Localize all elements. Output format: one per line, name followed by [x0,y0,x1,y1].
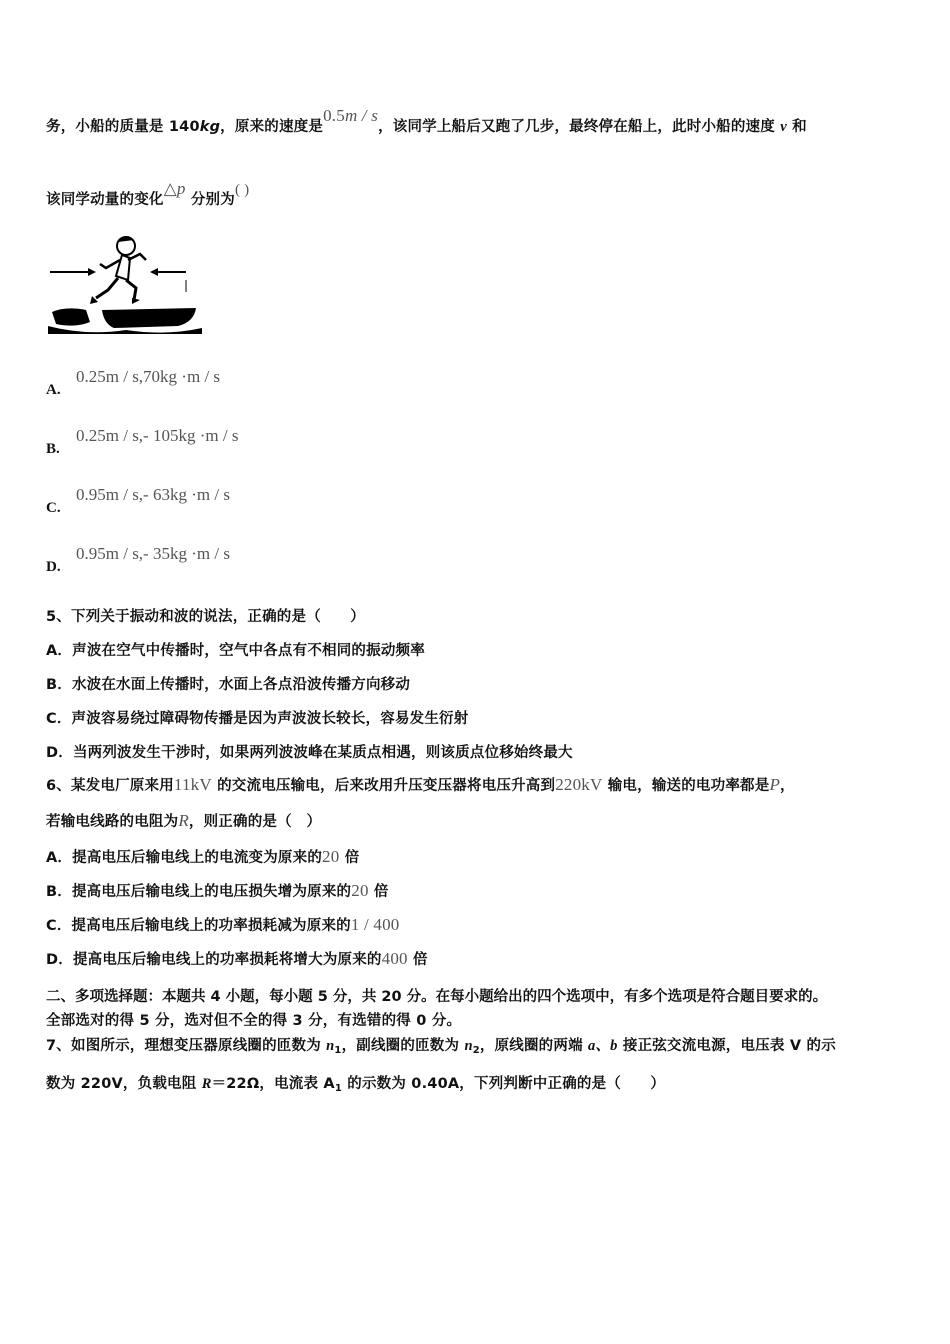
q4-line-2 [46,179,250,209]
q6-option-c [46,914,399,935]
q6-option-a-tail: 倍 [344,850,360,866]
q7-line2-text-b: ＝22Ω，电流表 A [211,1076,335,1092]
q6-option-b-tail: 倍 [373,884,389,900]
q4-text-c: ，该同学上船后又跑了几步，最终停在船上，此时小船的速度 [378,119,781,135]
q4-option-d-letter: D. [46,559,61,575]
right-arrow-icon [150,268,186,292]
q5-option-d-letter: D． [46,745,73,761]
q7-resistance-symbol: R [201,1076,212,1092]
q4-option-d-value: 0.95m / s,- 35kg ·m / s [76,544,230,563]
section-2-heading-line-1: 二、多项选择题：本题共 4 小题，每小题 5 分，共 20 分。在每小题给出的四个选项中，有多个选项是符合题目要求的。 [46,989,828,1005]
q4-option-b-value: 0.25m / s,- 105kg ·m / s [76,426,239,445]
q4-speed-unit: m / s [344,106,379,125]
q6-line2-text-b: ，则正确的是（ ） [188,814,322,830]
q5-stem: 5、下列关于振动和波的说法，正确的是（ ） [46,609,365,625]
q4-line2-text-a: 该同学动量的变化 [46,192,164,208]
q6-option-d-letter: D． [46,952,73,968]
q7-line2-text-c: 的示数为 0.40A，下列判断中正确的是（ ） [342,1076,666,1092]
q7-line-1 [46,1034,836,1056]
q6-option-b [46,880,389,901]
q4-text-d: 和 [786,119,807,135]
q6-option-a [46,846,359,867]
q4-answer-bracket: ( ) [234,182,250,198]
q6-option-a-letter: A． [46,850,73,866]
q6-option-c-letter: C． [46,918,72,934]
q4-line2-text-b: 分别为 [185,192,235,208]
q6-voltage-1: 11kV [173,775,212,794]
section-2-heading-line-2: 全部选对的得 5 分，选对但不全的得 3 分，有选错的得 0 分。 [46,1013,462,1029]
q7-text-a: 7、如图所示，理想变压器原线圈的匝数为 [46,1038,327,1054]
q6-option-d-value: 400 [381,949,408,968]
q5-option-b [46,673,410,694]
q4-option-b-letter: B. [46,441,60,457]
q6-line2-text-a: 若输电线路的电阻为 [46,814,179,830]
q6-option-d-tail: 倍 [413,952,428,968]
left-arrow-icon [50,268,96,276]
q6-option-d-text: 提高电压后输电线上的功率损耗将增大为原来的 [72,952,382,968]
q6-text-c: 输电，输送的电功率都是 [602,778,770,794]
q6-option-b-value: 20 [351,881,369,900]
runner-boat-figure [46,232,206,336]
q6-option-b-letter: B． [46,884,72,900]
q4-mass: 140 [168,119,200,135]
q4-speed-formula [323,106,378,125]
q5-option-c-letter: C． [46,711,72,727]
q6-option-c-text: 提高电压后输电线上的功率损耗减为原来的 [71,918,351,934]
q7-n2-symbol: n [464,1038,473,1054]
q6-resistance-symbol: R [178,811,189,830]
q4-mass-unit: kg [199,119,221,135]
q6-option-a-value: 20 [322,847,340,866]
q4-speed: 0.5 [323,106,345,125]
q7-n1-symbol: n [326,1038,335,1054]
q6-power-symbol: P [769,775,781,794]
q5-option-c-text: 声波容易绕过障碍物传播是因为声波波长较长，容易发生衍射 [71,711,469,727]
q5-option-b-letter: B． [46,677,72,693]
q6-voltage-2: 220kV [555,775,603,794]
q4-text-a: 务，小船的质量是 [46,119,169,135]
q6-option-b-text: 提高电压后输电线上的电压损失增为原来的 [71,884,352,900]
q6-line-1 [46,774,795,795]
q7-line-2 [46,1072,665,1094]
q5-option-d-text: 当两列波发生干涉时，如果两列波波峰在某质点相遇，则该质点位移始终最大 [72,745,573,761]
q4-option-c-value: 0.95m / s,- 63kg ·m / s [76,485,230,504]
q7-n1-subscript: 1 [334,1045,342,1056]
runner-icon [90,236,146,304]
q5-option-b-text: 水波在水面上传播时，水面上各点沿波传播方向移动 [71,677,411,693]
q5-option-a-letter: A． [46,643,73,659]
q6-option-d [46,948,428,969]
q5-option-a-text: 声波在空气中传播时，空气中各点有不相同的振动频率 [72,643,425,659]
q4-text-b: ，原来的速度是 [220,119,324,135]
q7-n2-subscript: 2 [472,1045,480,1056]
q6-text-d: ， [780,778,795,794]
q7-text-d: 接正弦交流电源，电压表 V 的示 [617,1038,836,1054]
q7-terminals: a、b [588,1038,618,1054]
q6-text-a: 6、某发电厂原来用 [46,778,174,794]
q4-option-a-letter: A. [46,382,61,398]
q7-text-b: ，副线圈的匝数为 [341,1038,465,1054]
q6-text-b: 的交流电压输电，后来改用升压变压器将电压升高到 [211,778,556,794]
q6-option-a-text: 提高电压后输电线上的电流变为原来的 [72,850,323,866]
q7-text-c: ，原线圈的两端 [479,1038,589,1054]
q4-v: v [780,119,787,135]
q5-option-c [46,707,468,728]
q4-p: p [176,179,186,198]
q4-delta: △ [163,179,177,198]
q4-option-c-letter: C. [46,500,61,516]
q4-line-1 [46,106,807,136]
q5-option-a [46,639,425,660]
boat-icon [48,308,202,334]
q5-option-d [46,741,573,762]
q7-line2-text-a: 数为 220V，负载电阻 [46,1076,202,1092]
q6-option-c-value: 1 / 400 [350,915,400,934]
q4-option-a-value: 0.25m / s,70kg ·m / s [76,367,221,386]
q7-a1-subscript: 1 [334,1083,343,1094]
q6-line-2 [46,810,321,831]
